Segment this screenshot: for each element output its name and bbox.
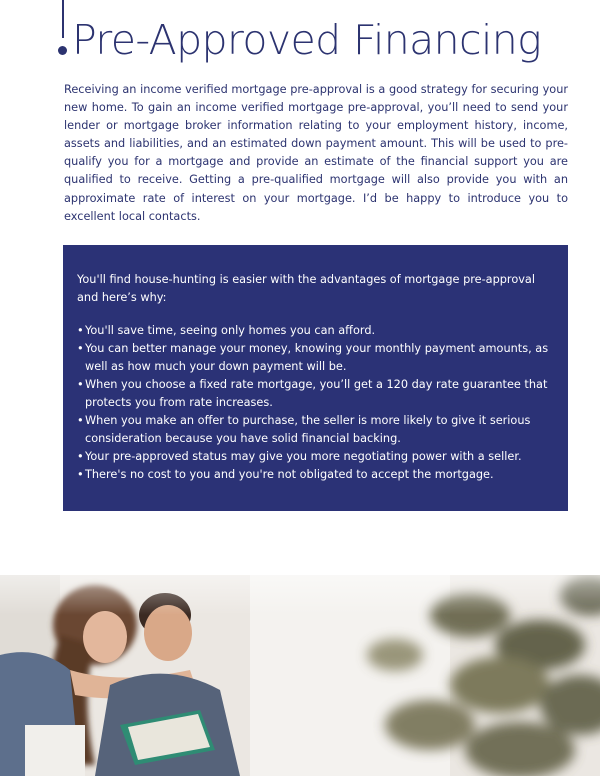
bullet-icon: •: [77, 378, 84, 391]
list-item: [77, 466, 554, 484]
couple-reading-photo: [0, 575, 600, 776]
list-item-text: When you make an offer to purchase, the seller is more likely to give it serious consideration because you have solid financial backing.: [85, 414, 531, 445]
title-accent-dot: [58, 46, 67, 55]
list-item-text: You'll save time, seeing only homes you can afford.: [85, 324, 376, 337]
benefits-list: [77, 322, 554, 484]
bullet-icon: •: [77, 414, 84, 427]
list-item: [77, 412, 554, 448]
bullet-icon: •: [77, 450, 84, 463]
benefits-panel: [63, 245, 568, 511]
bullet-icon: •: [77, 342, 84, 355]
page-title: Pre-Approved Financing: [72, 16, 542, 64]
bullet-icon: •: [77, 324, 84, 337]
title-accent-line: [62, 0, 64, 38]
list-item: [77, 448, 554, 466]
list-item-text: When you choose a fixed rate mortgage, you’ll get a 120 day rate guarantee that protects you from rate increases.: [85, 378, 548, 409]
list-item-text: There's no cost to you and you're not obligated to accept the mortgage.: [85, 468, 494, 481]
bullet-icon: •: [77, 468, 84, 481]
list-item: [77, 340, 554, 376]
panel-intro: You'll find house-hunting is easier with the advantages of mortgage pre-approval and here’s why:: [77, 273, 535, 304]
list-item-text: Your pre-approved status may give you more negotiating power with a seller.: [85, 450, 522, 463]
list-item-text: You can better manage your money, knowing your monthly payment amounts, as well as how much your down payment will be.: [85, 342, 549, 373]
list-item: [77, 376, 554, 412]
photo-illustration: [0, 575, 600, 776]
list-item: [77, 322, 554, 340]
intro-paragraph: Receiving an income verified mortgage pre-approval is a good strategy for securing your new home. To gain an income verified mortgage pre-approval, you’ll need to send your lender or mortgage broker information relating to your employment history, income, assets and liabilities, and an estimated down payment amount. This will be used to pre-qualify you for a mortgage and provide an estimate of the financial support you are qualified to receive. Getting a pre-qualified mortgage will also provide you with an approximate rate of interest on your mortgage. I’d be happy to introduce you to excellent local contacts.: [64, 83, 568, 223]
